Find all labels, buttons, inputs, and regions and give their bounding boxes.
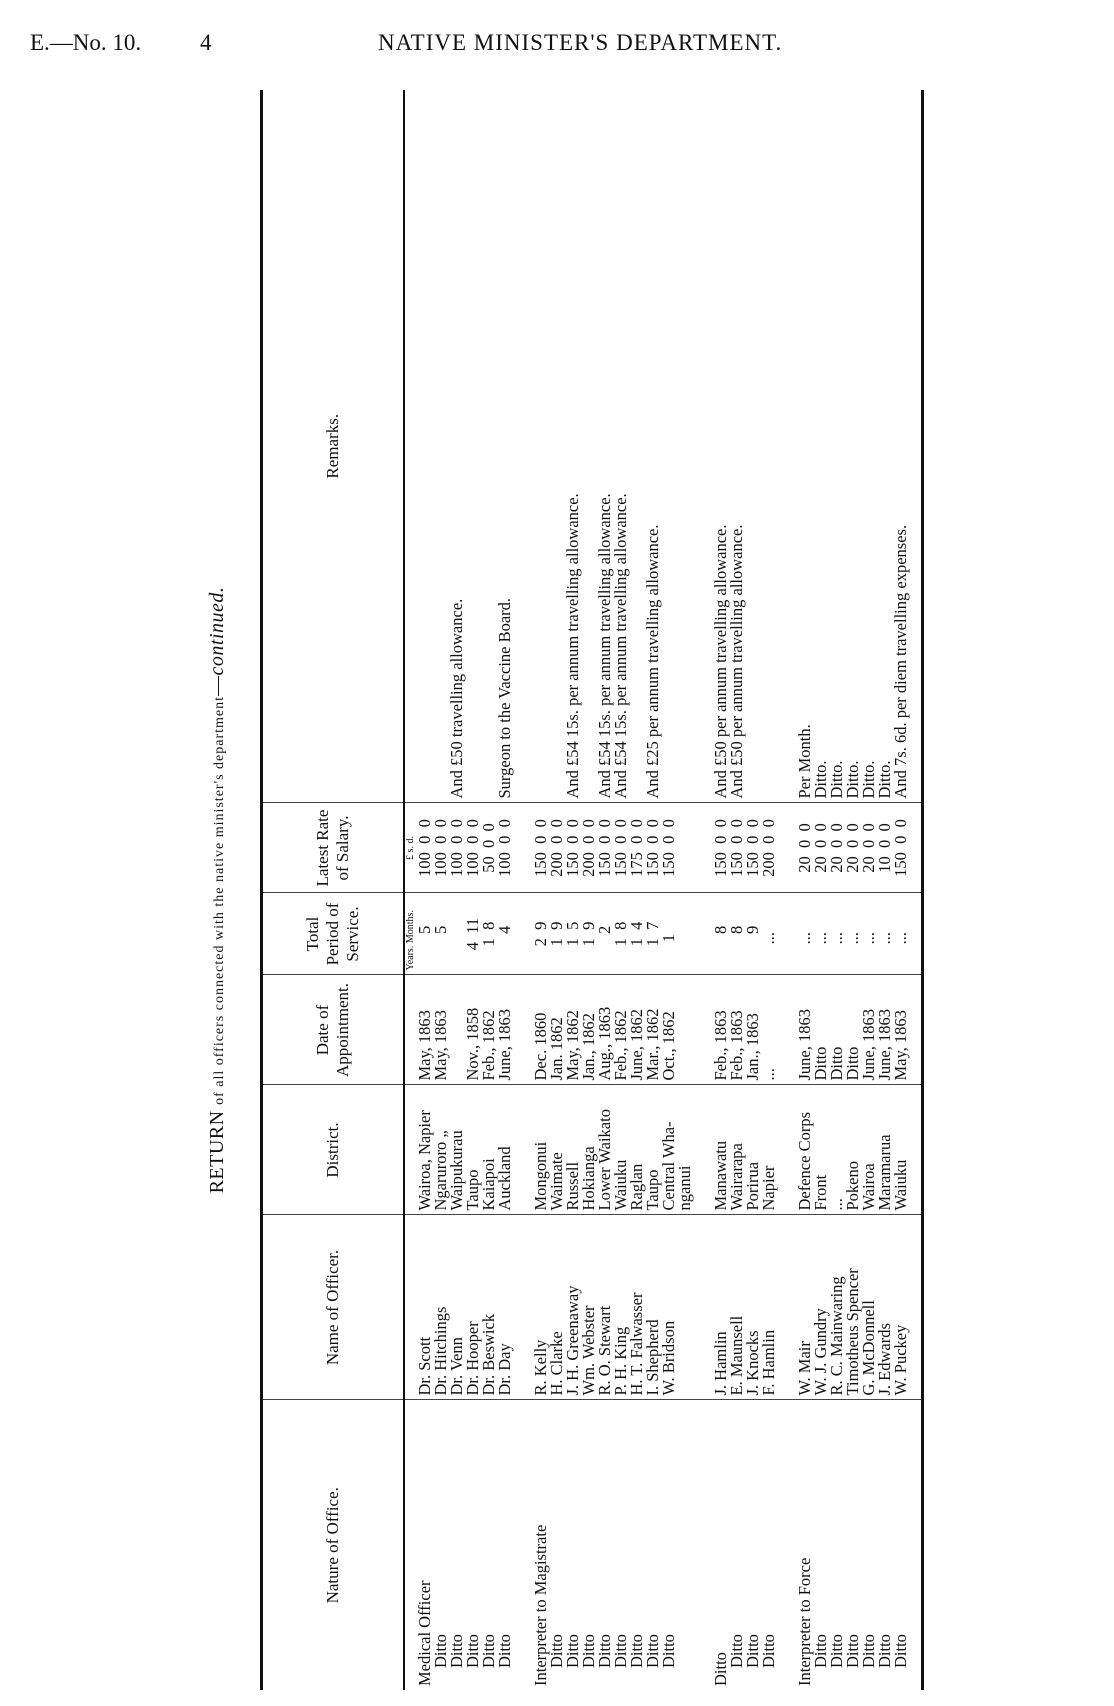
name-cell: Dr. Day: [497, 1215, 513, 1400]
remarks-cell: [465, 90, 481, 803]
table-row: [497, 90, 513, 1690]
service-months: 4: [495, 925, 514, 934]
col-remarks: Remarks.: [262, 90, 405, 803]
table-header-row: [262, 90, 405, 1690]
date-cell: May, 1863: [433, 975, 449, 1085]
district-cell: Taupo: [465, 1085, 481, 1215]
service-months: 9: [547, 921, 566, 930]
table-row: [661, 90, 677, 1690]
service-years: ...: [859, 931, 878, 945]
name-cell: W. J. Gundry: [813, 1215, 829, 1400]
salary-cell: 20 0 0: [813, 803, 829, 893]
date-cell: Feb., 1862: [481, 975, 497, 1085]
district-cell: Auckland: [497, 1085, 513, 1215]
col-total-period-of-service: Total Period of Service.: [262, 893, 405, 975]
date-cell: Jan., 1862: [581, 975, 597, 1085]
district-cell: Pokeno: [845, 1085, 861, 1215]
service-years: ...: [843, 931, 862, 945]
office-cell: Ditto: [891, 1634, 910, 1668]
district-cell: Central Wha-: [661, 1085, 677, 1215]
office-cell: Ditto: [547, 1634, 566, 1668]
service-units: Years. Months.: [404, 893, 417, 975]
date-cell: Ditto: [829, 975, 845, 1085]
table-row: [549, 90, 565, 1690]
date-cell: Feb., 1863: [713, 975, 729, 1085]
service-years: 2: [531, 938, 550, 947]
district-cell: Raglan: [629, 1085, 645, 1215]
district-cell: Ngaruroro „: [433, 1085, 449, 1215]
office-cell: Ditto: [563, 1634, 582, 1668]
service-months: 4: [627, 921, 646, 930]
name-cell: G. McDonnell: [861, 1215, 877, 1400]
remarks-cell: [677, 90, 693, 803]
service-months: 8: [711, 925, 730, 934]
date-cell: Mar., 1862: [645, 975, 661, 1085]
date-cell: June, 1863: [861, 975, 877, 1085]
office-cell: Ditto: [431, 1634, 450, 1668]
salary-cell: 20 0 0: [829, 803, 845, 893]
name-cell: R. O. Stewart: [597, 1215, 613, 1400]
office-cell: Ditto: [875, 1634, 894, 1668]
district-cell: Waiuku: [893, 1085, 909, 1215]
name-cell: Dr. Venn: [449, 1215, 465, 1400]
service-cell: [497, 893, 513, 975]
office-cell: Ditto: [463, 1634, 482, 1668]
salary-cell: 150 0 0: [893, 803, 909, 893]
table-bottom-rule: [909, 90, 923, 1690]
date-cell: Ditto: [813, 975, 829, 1085]
name-cell: J. H. Greenaway: [565, 1215, 581, 1400]
service-years: 1: [611, 938, 630, 947]
office-cell: Interpreter to Magistrate: [531, 1524, 550, 1686]
district-cell: Wairarapa: [729, 1085, 745, 1215]
service-years: ...: [795, 931, 814, 945]
district-cell: Waimate: [549, 1085, 565, 1215]
salary-cell: 100 0 0: [497, 803, 513, 893]
district-cell: Lower Waikato: [597, 1085, 613, 1215]
name-cell: W. Bridson: [661, 1215, 677, 1400]
caption-middle: of all officers connected with the native minister's department: [212, 695, 227, 1105]
date-cell: Oct., 1862: [661, 975, 677, 1085]
name-cell: P. H. King: [613, 1215, 629, 1400]
col-nature-of-office: Nature of Office.: [262, 1400, 405, 1690]
name-cell: I. Shepherd: [645, 1215, 661, 1400]
table-row: [677, 90, 693, 1690]
col-district: District.: [262, 1085, 405, 1215]
remarks-cell: [761, 90, 777, 803]
office-cell: Ditto: [611, 1634, 630, 1668]
remarks-cell: Surgeon to the Vaccine Board.: [497, 90, 513, 803]
group-spacer: [777, 90, 797, 1690]
service-months: 11: [463, 917, 482, 934]
table-row: [533, 90, 549, 1690]
remarks-cell: And £54 15s. per annum travelling allowance.: [613, 90, 629, 803]
district-cell: Taupo: [645, 1085, 661, 1215]
remarks-cell: [745, 90, 761, 803]
salary-cell: 150 0 0: [661, 803, 677, 893]
service-months: 9: [743, 925, 762, 934]
salary-cell: 150 0 0: [729, 803, 745, 893]
service-months: 5: [415, 925, 434, 934]
table-row: [629, 90, 645, 1690]
remarks-cell: And £50 travelling allowance.: [449, 90, 465, 803]
service-cell: [677, 893, 693, 975]
salary-cell: 150 0 0: [533, 803, 549, 893]
name-cell: Wm. Webster: [581, 1215, 597, 1400]
group-spacer: [513, 90, 533, 1690]
name-cell: H. Clarke: [549, 1215, 565, 1400]
remarks-cell: Ditto.: [829, 90, 845, 803]
salary-cell: 20 0 0: [861, 803, 877, 893]
table-row: [449, 90, 465, 1690]
service-months: 8: [611, 921, 630, 930]
date-cell: Nov., 1858: [465, 975, 481, 1085]
office-cell: Ditto: [727, 1634, 746, 1668]
date-cell: May, 1863: [417, 975, 433, 1085]
district-cell: Waipukurau: [449, 1085, 465, 1215]
name-cell: R. Kelly: [533, 1215, 549, 1400]
salary-cell: 100 0 0: [449, 803, 465, 893]
district-cell: Hokianga: [581, 1085, 597, 1215]
table-row: [813, 90, 829, 1690]
remarks-cell: And £50 per annum travelling allowance.: [729, 90, 745, 803]
office-cell: Interpreter to Force: [795, 1557, 814, 1686]
remarks-cell: Ditto.: [877, 90, 893, 803]
date-cell: Dec. 1860: [533, 975, 549, 1085]
salary-units: £ s. d.: [404, 803, 417, 893]
date-cell: Ditto: [845, 975, 861, 1085]
office-cell: Ditto: [627, 1634, 646, 1668]
office-cell: Ditto: [711, 1652, 730, 1686]
remarks-cell: Ditto.: [861, 90, 877, 803]
salary-cell: 200 0 0: [581, 803, 597, 893]
name-cell: F. Hamlin: [761, 1215, 777, 1400]
date-cell: Feb., 1862: [613, 975, 629, 1085]
rotated-return-table: [200, 90, 1070, 1690]
table-caption: [200, 90, 234, 1690]
name-cell: E. Maunsell: [729, 1215, 745, 1400]
remarks-cell: And £54 15s. per annum travelling allowance.: [597, 90, 613, 803]
table-row: [729, 90, 745, 1690]
table-row: [877, 90, 893, 1690]
table-row: [645, 90, 661, 1690]
service-months: 8: [479, 921, 498, 930]
district-cell: Napier: [761, 1085, 777, 1215]
service-years: 1: [627, 938, 646, 947]
service-months: 7: [643, 921, 662, 930]
salary-cell: 150 0 0: [713, 803, 729, 893]
district-cell: Kaiapoi: [481, 1085, 497, 1215]
remarks-cell: And 7s. 6d. per diem travelling expenses.: [893, 90, 909, 803]
service-months: 2: [595, 925, 614, 934]
name-cell: R. C. Mainwaring: [829, 1215, 845, 1400]
salary-cell: 100 0 0: [465, 803, 481, 893]
salary-cell: 10 0 0: [877, 803, 893, 893]
salary-cell: 200 0 0: [549, 803, 565, 893]
office-cell: Ditto: [479, 1634, 498, 1668]
service-months: 8: [727, 925, 746, 934]
date-cell: [677, 975, 693, 1085]
service-years: 1: [579, 938, 598, 947]
district-cell: Defence Corps: [797, 1085, 813, 1215]
table-row: [745, 90, 761, 1690]
table-row: [613, 90, 629, 1690]
table-row: [565, 90, 581, 1690]
table-row: [581, 90, 597, 1690]
office-cell: Ditto: [827, 1634, 846, 1668]
service-years: ...: [811, 931, 830, 945]
name-cell: [677, 1215, 693, 1400]
salary-cell: 150 0 0: [613, 803, 629, 893]
district-cell: Mongonui: [533, 1085, 549, 1215]
units-row: [404, 90, 417, 1690]
date-cell: May, 1862: [565, 975, 581, 1085]
service-years: ...: [827, 931, 846, 945]
name-cell: Dr. Beswick: [481, 1215, 497, 1400]
table-row: [861, 90, 877, 1690]
table-row: [761, 90, 777, 1690]
service-months: 5: [563, 921, 582, 930]
caption-lead: RETURN: [206, 1110, 228, 1194]
col-latest-rate-of-salary: Latest Rate of Salary.: [262, 803, 405, 893]
officers-table: [260, 90, 924, 1690]
running-title: NATIVE MINISTER'S DEPARTMENT.: [378, 30, 783, 55]
service-months: 5: [431, 925, 450, 934]
service-years: 1: [563, 938, 582, 947]
remarks-cell: [533, 90, 549, 803]
remarks-cell: And £50 per annum travelling allowance.: [713, 90, 729, 803]
date-cell: May, 1863: [893, 975, 909, 1085]
salary-cell: 100 0 0: [417, 803, 433, 893]
date-cell: June, 1863: [877, 975, 893, 1085]
district-cell: nganui: [677, 1085, 693, 1215]
office-cell: Ditto: [811, 1634, 830, 1668]
remarks-cell: And £25 per annum travelling allowance.: [645, 90, 661, 803]
remarks-cell: Per Month.: [797, 90, 813, 803]
salary-cell: 150 0 0: [745, 803, 761, 893]
date-cell: Jan. 1862: [549, 975, 565, 1085]
office-cell: Ditto: [843, 1634, 862, 1668]
service-years: 1: [659, 934, 678, 943]
office-cell: Ditto: [643, 1634, 662, 1668]
table-row: [713, 90, 729, 1690]
name-cell: J. Knocks: [745, 1215, 761, 1400]
office-cell: Medical Officer: [415, 1580, 434, 1686]
salary-cell: 200 0 0: [761, 803, 777, 893]
caption-tail: continued.: [206, 586, 228, 676]
office-cell: Ditto: [447, 1634, 466, 1668]
remarks-cell: Ditto.: [813, 90, 829, 803]
col-date-of-appointment: Date of Appointment.: [262, 975, 405, 1085]
table-row: [465, 90, 481, 1690]
office-cell: Ditto: [579, 1634, 598, 1668]
service-months: 9: [579, 921, 598, 930]
name-cell: J. Edwards: [877, 1215, 893, 1400]
page-number: 4: [200, 30, 212, 55]
district-cell: Manawatu: [713, 1085, 729, 1215]
salary-cell: [677, 803, 693, 893]
date-cell: June, 1863: [797, 975, 813, 1085]
salary-cell: 50 0 0: [481, 803, 497, 893]
date-cell: ...: [761, 975, 777, 1085]
office-cell: [677, 1400, 693, 1690]
table-row: [893, 90, 909, 1690]
name-cell: Timotheus Spencer: [845, 1215, 861, 1400]
district-cell: Porirua: [745, 1085, 761, 1215]
caption-dash: —: [206, 675, 228, 696]
remarks-cell: And £54 15s. per annum travelling allowance.: [565, 90, 581, 803]
col-name-of-officer: Name of Officer.: [262, 1215, 405, 1400]
table-row: [797, 90, 813, 1690]
remarks-cell: [417, 90, 433, 803]
office-cell: Ditto: [859, 1634, 878, 1668]
table-row: [829, 90, 845, 1690]
office-cell: Ditto: [759, 1634, 778, 1668]
table-body: [404, 90, 923, 1690]
date-cell: Aug., 1863: [597, 975, 613, 1085]
service-years: 1: [479, 938, 498, 947]
group-spacer: [693, 90, 713, 1690]
table-row: [845, 90, 861, 1690]
district-cell: Wairoa, Napier: [417, 1085, 433, 1215]
remarks-cell: [661, 90, 677, 803]
office-cell: Ditto: [659, 1634, 678, 1668]
office-cell: Ditto: [495, 1634, 514, 1668]
table-row: [417, 90, 433, 1690]
service-years: ...: [759, 931, 778, 945]
document-number: E.—No. 10.: [30, 30, 142, 55]
table-row: [433, 90, 449, 1690]
service-cell: [893, 893, 909, 975]
remarks-cell: Ditto.: [845, 90, 861, 803]
salary-cell: 175 0 0: [629, 803, 645, 893]
name-cell: Dr. Hitchings: [433, 1215, 449, 1400]
office-cell: Ditto: [595, 1634, 614, 1668]
district-cell: Waiuku: [613, 1085, 629, 1215]
table-row: [481, 90, 497, 1690]
district-cell: Wairoa: [861, 1085, 877, 1215]
office-cell: Ditto: [743, 1634, 762, 1668]
date-cell: Feb., 1863: [729, 975, 745, 1085]
service-years: 1: [643, 938, 662, 947]
salary-cell: 20 0 0: [797, 803, 813, 893]
salary-cell: 150 0 0: [565, 803, 581, 893]
name-cell: Dr. Hooper: [465, 1215, 481, 1400]
service-years: 1: [547, 938, 566, 947]
name-cell: Dr. Scott: [417, 1215, 433, 1400]
salary-cell: 150 0 0: [645, 803, 661, 893]
name-cell: W. Puckey: [893, 1215, 909, 1400]
district-cell: Russell: [565, 1085, 581, 1215]
salary-cell: 100 0 0: [433, 803, 449, 893]
table-row: [597, 90, 613, 1690]
date-cell: June, 1863: [497, 975, 513, 1085]
service-cell: [761, 893, 777, 975]
date-cell: June, 1862: [629, 975, 645, 1085]
district-cell: Front: [813, 1085, 829, 1215]
salary-cell: 150 0 0: [597, 803, 613, 893]
district-cell: Maramarua: [877, 1085, 893, 1215]
date-cell: Jan., 1863: [745, 975, 761, 1085]
name-cell: H. T. Falwasser: [629, 1215, 645, 1400]
service-years: ...: [891, 931, 910, 945]
service-months: 9: [531, 921, 550, 930]
district-cell: ...: [829, 1085, 845, 1215]
service-years: ...: [875, 931, 894, 945]
salary-cell: 20 0 0: [845, 803, 861, 893]
service-years: 4: [463, 941, 482, 951]
name-cell: W. Mair: [797, 1215, 813, 1400]
name-cell: J. Hamlin: [713, 1215, 729, 1400]
